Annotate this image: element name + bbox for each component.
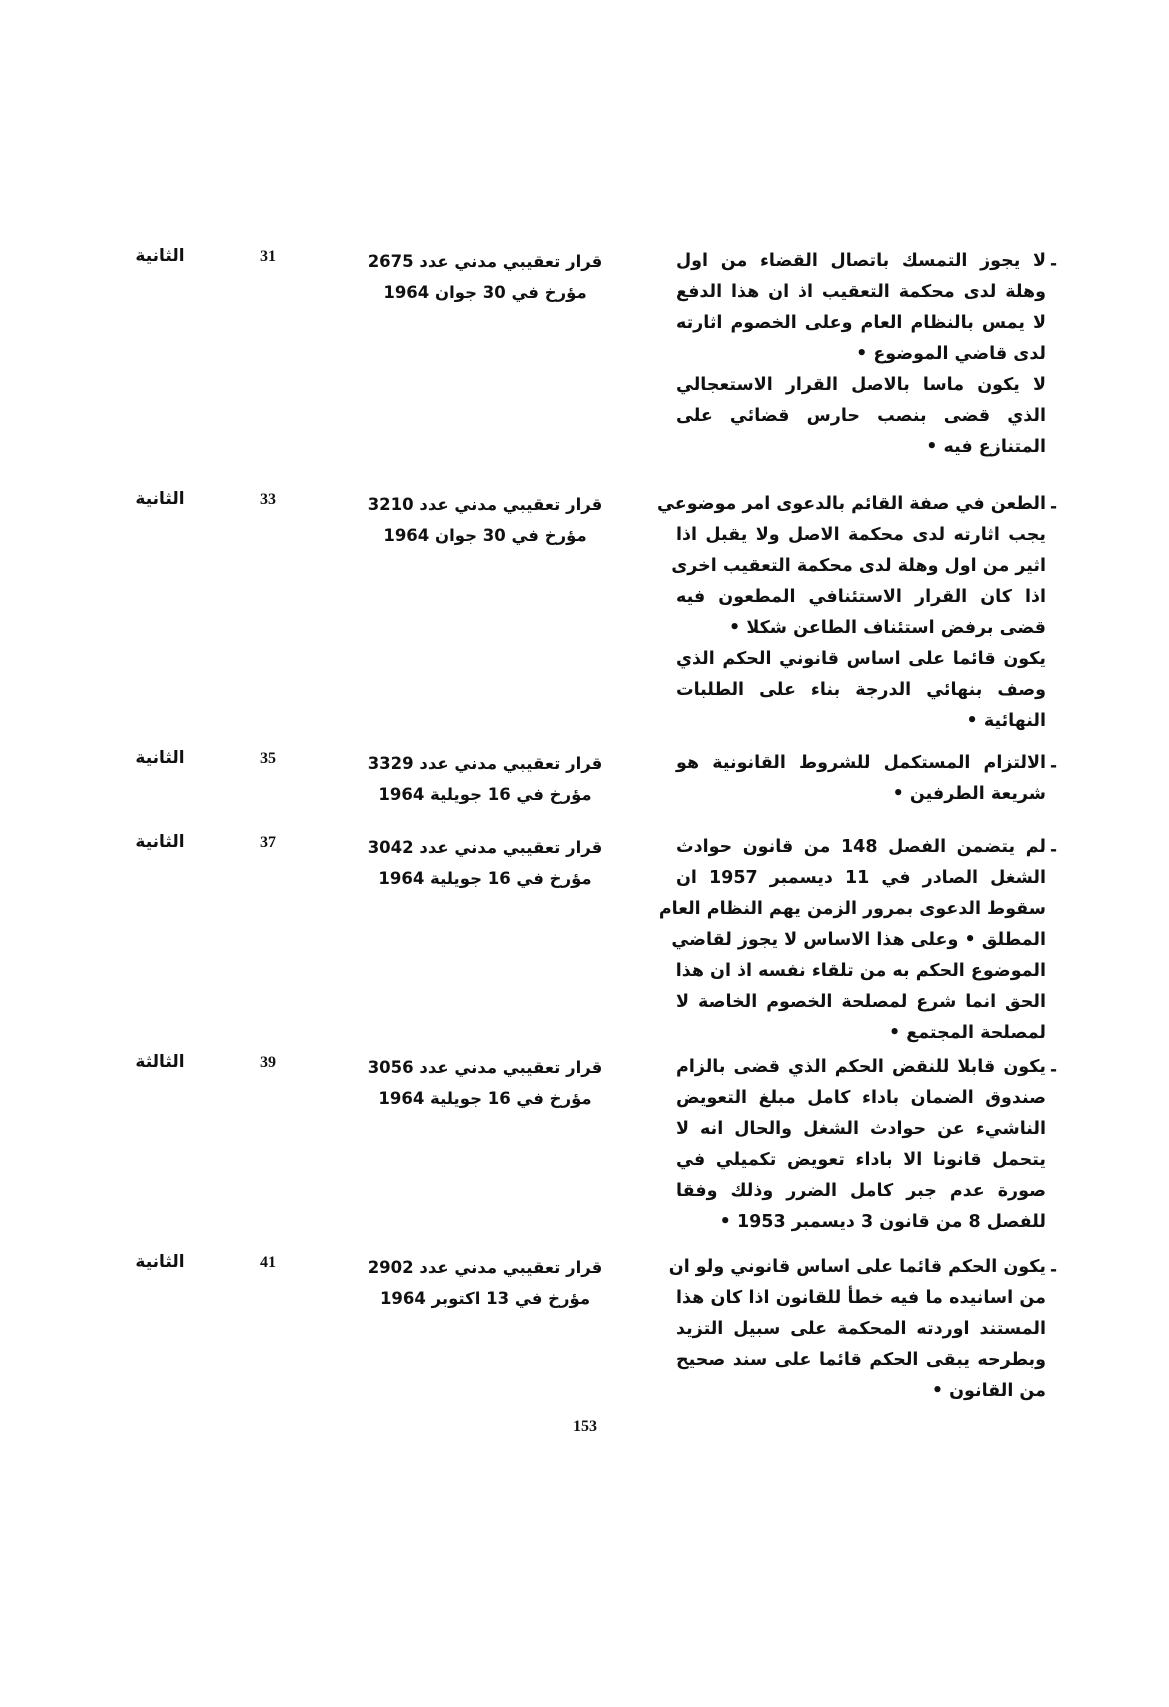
decision-reference: [340, 748, 630, 810]
summary-line: من اسانيده ما فيه خطأ للقانون اذا كان هذا: [676, 1288, 1046, 1308]
summary-line: الذي قضى بنصب حارس قضائي على: [676, 406, 1046, 426]
entry-bullet: -: [1050, 254, 1058, 274]
entry-bullet: -: [1050, 497, 1058, 517]
decision-date: مؤرخ في 30 جوان 1964: [383, 283, 587, 302]
decision-number: قرار تعقيبي مدني عدد 2902: [367, 1258, 603, 1277]
entry-summary: [658, 832, 1046, 1049]
chamber-label: الثانية: [135, 246, 185, 266]
summary-line: وهلة لدى محكمة التعقيب اذ ان هذا الدفع: [676, 282, 1046, 302]
summary-line: يكون الحكم قائما على اساس قانوني ولو ان: [668, 1257, 1046, 1277]
summary-line: شريعة الطرفين •: [892, 784, 1046, 804]
chamber-label: الثالثة: [135, 1052, 185, 1072]
summary-line: وصف بنهائي الدرجة بناء على الطلبات: [676, 680, 1046, 700]
summary-line: اثير من اول وهلة لدى محكمة التعقيب اخرى: [671, 556, 1046, 576]
decision-reference: [340, 489, 630, 551]
entry-summary: [676, 748, 1046, 810]
decision-reference: [340, 246, 630, 308]
entry-summary: [668, 1252, 1046, 1407]
summary-line: الالتزام المستكمل للشروط القانونية هو: [676, 753, 1046, 773]
entry-bullet: -: [1050, 756, 1058, 776]
page-reference: 39: [260, 1054, 276, 1071]
entry-bullet: -: [1050, 840, 1058, 860]
summary-line: يكون قابلا للنقض الحكم الذي قضى بالزام: [676, 1057, 1046, 1077]
decision-reference: [340, 1252, 630, 1314]
chamber-label: الثانية: [135, 748, 185, 768]
page-reference: 35: [260, 750, 276, 767]
decision-date: مؤرخ في 13 اكتوبر 1964: [379, 1289, 591, 1308]
summary-line: المطلق • وعلى هذا الاساس لا يجوز لقاضي: [671, 930, 1046, 950]
chamber-label: الثانية: [135, 832, 185, 852]
summary-line: الناشيء عن حوادث الشغل والحال انه لا: [676, 1119, 1046, 1139]
page-reference: 41: [260, 1254, 276, 1271]
summary-line: الموضوع الحكم به من تلقاء نفسه اذ ان هذا: [675, 961, 1046, 981]
decision-number: قرار تعقيبي مدني عدد 2675: [367, 252, 603, 271]
summary-line: لدى قاضي الموضوع •: [856, 344, 1046, 364]
chamber-label: الثانية: [135, 1252, 185, 1272]
decision-number: قرار تعقيبي مدني عدد 3329: [367, 754, 603, 773]
summary-line: سقوط الدعوى بمرور الزمن يهم النظام العام: [658, 899, 1046, 919]
summary-line: لا يمس بالنظام العام وعلى الخصوم اثارته: [676, 313, 1046, 333]
entry-bullet: -: [1050, 1060, 1058, 1080]
summary-line: يجب اثارته لدى محكمة الاصل ولا يقبل اذا: [676, 525, 1046, 545]
decision-date: مؤرخ في 16 جويلية 1964: [378, 785, 592, 804]
summary-line: الطعن في صفة القائم بالدعوى امر موضوعي: [657, 494, 1046, 514]
decision-reference: [340, 832, 630, 894]
summary-line: لا يكون ماسا بالاصل القرار الاستعجالي: [676, 375, 1046, 395]
summary-line: الشغل الصادر في 11 ديسمبر 1957 ان: [676, 868, 1046, 888]
page-reference: 37: [260, 834, 276, 851]
summary-line: لا يجوز التمسك باتصال القضاء من اول: [676, 251, 1046, 271]
summary-line: لم يتضمن الفصل 148 من قانون حوادث: [676, 837, 1046, 857]
entry-summary: [657, 489, 1046, 737]
page-reference: 33: [260, 491, 276, 508]
summary-line: النهائية •: [966, 711, 1046, 731]
decision-reference: [340, 1052, 630, 1114]
summary-line: صندوق الضمان باداء كامل مبلغ التعويض: [676, 1088, 1046, 1108]
entry-summary: [676, 1052, 1046, 1238]
summary-line: الحق انما شرع لمصلحة الخصوم الخاصة لا: [676, 992, 1046, 1012]
summary-line: قضى برفض استئناف الطاعن شكلا •: [729, 618, 1046, 638]
summary-line: يكون قائما على اساس قانوني الحكم الذي: [676, 649, 1046, 669]
page-reference: 31: [260, 248, 276, 265]
summary-line: من القانون •: [931, 1381, 1046, 1401]
summary-line: المستند اوردته المحكمة على سبيل التزيد: [676, 1319, 1046, 1339]
summary-line: للفصل 8 من قانون 3 ديسمبر 1953 •: [719, 1212, 1046, 1232]
decision-number: قرار تعقيبي مدني عدد 3210: [367, 495, 603, 514]
summary-line: المتنازع فيه •: [926, 437, 1046, 457]
summary-line: لمصلحة المجتمع •: [888, 1023, 1046, 1043]
decision-date: مؤرخ في 30 جوان 1964: [383, 526, 587, 545]
chamber-label: الثانية: [135, 489, 185, 509]
summary-line: يتحمل قانونا الا باداء تعويض تكميلي في: [676, 1150, 1046, 1170]
page-number: 153: [573, 1418, 597, 1435]
summary-line: صورة عدم جبر كامل الضرر وذلك وفقا: [676, 1181, 1046, 1201]
summary-line: اذا كان القرار الاستئنافي المطعون فيه: [676, 587, 1046, 607]
decision-date: مؤرخ في 16 جويلية 1964: [378, 1089, 592, 1108]
summary-line: وبطرحه يبقى الحكم قائما على سند صحيح: [676, 1350, 1046, 1370]
decision-date: مؤرخ في 16 جويلية 1964: [378, 869, 592, 888]
decision-number: قرار تعقيبي مدني عدد 3056: [367, 1058, 603, 1077]
decision-number: قرار تعقيبي مدني عدد 3042: [367, 838, 603, 857]
entry-summary: [676, 246, 1046, 463]
entry-bullet: -: [1050, 1260, 1058, 1280]
